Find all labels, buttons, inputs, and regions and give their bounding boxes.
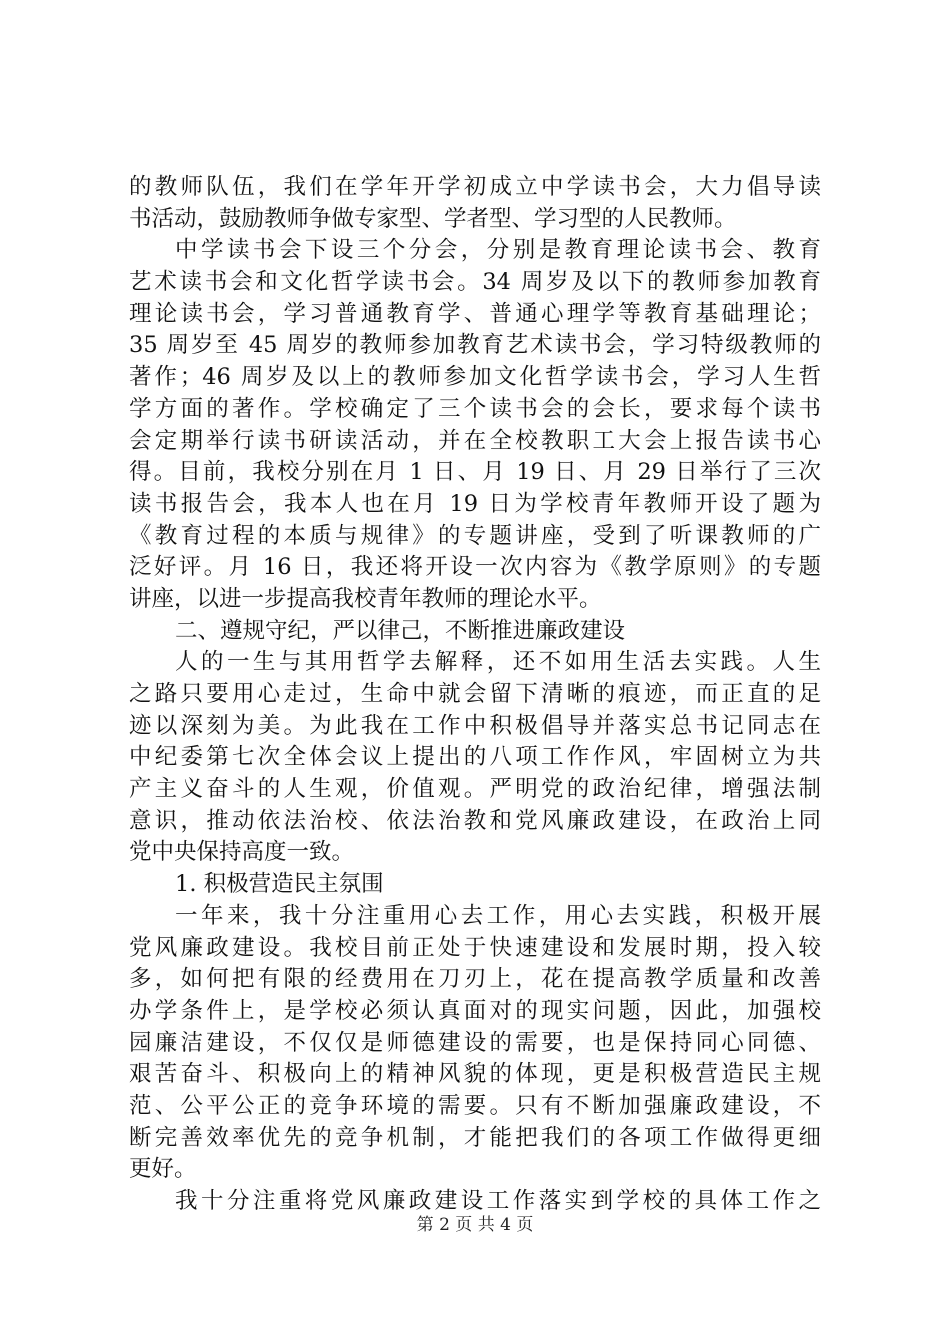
text-line: 著作；46 周岁及以上的教师参加文化哲学读书会，学习人生哲 xyxy=(129,364,821,391)
text-line: 的教师队伍，我们在学年开学初成立中学读书会，大力倡导读 xyxy=(129,174,821,200)
text-line: 党风廉政建设。我校目前正处于快速建设和发展时期，投入较 xyxy=(129,934,821,961)
text-line: 学方面的著作。学校确定了三个读书会的会长，要求每个读书 xyxy=(129,395,821,422)
text-line: 艺术读书会和文化哲学读书会。34 周岁及以下的教师参加教育 xyxy=(129,269,821,296)
text-line: 多，如何把有限的经费用在刀刃上，花在提高教学质量和改善 xyxy=(129,966,821,993)
text-line: 人的一生与其用哲学去解释，还不如用生活去实践。人生 xyxy=(175,649,821,676)
document-body xyxy=(129,172,821,1218)
text-line: 理论读书会，学习普通教育学、普通心理学等教育基础理论； xyxy=(129,300,821,327)
text-line: 艰苦奋斗、积极向上的精神风貌的体现，更是积极营造民主规 xyxy=(129,1061,821,1088)
text-line: 意识，推动依法治校、依法治教和党风廉政建设，在政治上同 xyxy=(129,807,821,834)
text-line: 得。目前，我校分别在月 1 日、月 19 日、月 29 日举行了三次 xyxy=(129,459,821,486)
page-footer: 第 2 页 共 4 页 xyxy=(416,1215,534,1235)
text-line: 1. 积极营造民主氛围 xyxy=(175,871,384,898)
text-line: 之路只要用心走过，生命中就会留下清晰的痕迹，而正直的足 xyxy=(129,681,821,707)
text-line: 《教育过程的本质与规律》的专题讲座，受到了听课教师的广 xyxy=(129,522,821,549)
text-line: 迹以深刻为美。为此我在工作中积极倡导并落实总书记同志在 xyxy=(129,712,821,739)
text-line: 读书报告会，我本人也在月 19 日为学校青年教师开设了题为 xyxy=(129,490,821,517)
text-line: 泛好评。月 16 日，我还将开设一次内容为《教学原则》的专题 xyxy=(129,554,821,581)
text-line: 讲座，以进一步提高我校青年教师的理论水平。 xyxy=(129,585,602,612)
text-line: 35 周岁至 45 周岁的教师参加教育艺术读书会，学习特级教师的 xyxy=(129,332,821,359)
text-line: 书活动，鼓励教师争做专家型、学者型、学习型的人民教师。 xyxy=(129,205,737,232)
text-line: 党中央保持高度一致。 xyxy=(129,839,355,866)
text-line: 园廉洁建设，不仅仅是师德建设的需要，也是保持同心同德、 xyxy=(129,1029,821,1056)
text-line: 会定期举行读书研读活动，并在全校教职工大会上报告读书心 xyxy=(129,427,821,454)
text-line: 办学条件上，是学校必须认真面对的现实问题，因此，加强校 xyxy=(129,997,821,1024)
text-line: 断完善效率优先的竞争机制，才能把我们的各项工作做得更细 xyxy=(129,1124,821,1151)
text-line: 更好。 xyxy=(129,1156,197,1183)
text-line: 二、遵规守纪，严以律己，不断推进廉政建设 xyxy=(175,617,626,644)
text-line: 我十分注重将党风廉政建设工作落实到学校的具体工作之 xyxy=(175,1188,821,1214)
text-line: 中学读书会下设三个分会，分别是教育理论读书会、教育 xyxy=(175,237,821,264)
text-line: 范、公平公正的竞争环境的需要。只有不断加强廉政建设，不 xyxy=(129,1092,821,1119)
text-line: 中纪委第七次全体会议上提出的八项工作作风，牢固树立为共 xyxy=(129,744,821,771)
text-line: 一年来，我十分注重用心去工作，用心去实践，积极开展 xyxy=(175,902,821,929)
text-line: 产主义奋斗的人生观，价值观。严明党的政治纪律，增强法制 xyxy=(129,776,821,803)
